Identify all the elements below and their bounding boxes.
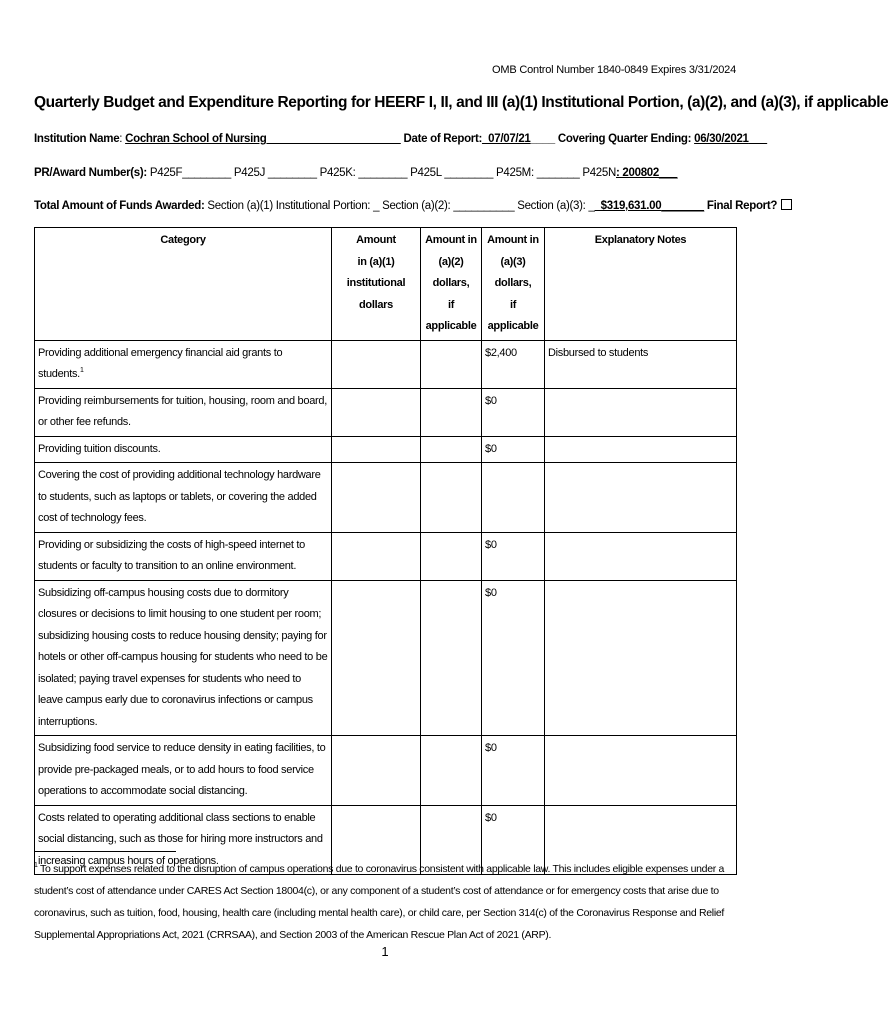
footnote-divider [34,851,176,852]
amount-a1-cell[interactable] [332,463,421,533]
amount-a2-cell[interactable] [421,463,482,533]
quarter-value: 06/30/2021 [694,133,749,145]
amount-a1-cell[interactable] [332,388,421,436]
amount-a2-cell[interactable] [421,532,482,580]
award-p425l: P425L ________ [410,167,494,179]
amount-a3-cell[interactable]: $0 [482,736,545,806]
amount-a2-cell[interactable] [421,436,482,463]
footnote-marker: 1 [79,367,84,374]
award-p425n-label: P425N [582,167,616,179]
amount-a1-cell[interactable] [332,436,421,463]
institution-label: Institution Name [34,133,120,145]
table-row [35,388,737,436]
notes-cell[interactable]: Disbursed to students [545,340,737,388]
notes-cell[interactable] [545,532,737,580]
amount-a2-cell[interactable] [421,580,482,736]
award-p425n-value: : 200802 [616,167,659,179]
notes-cell[interactable] [545,580,737,736]
quarter-label: Covering Quarter Ending: [557,133,692,145]
table-row [35,532,737,580]
amount-a3-cell[interactable]: $2,400 [482,340,545,388]
total-label: Total Amount of Funds Awarded: [34,200,205,212]
page-number: 1 [381,944,389,959]
amount-a2-cell[interactable] [421,736,482,806]
amount-a3-cell[interactable] [482,463,545,533]
date-label: Date of Report: [403,133,483,145]
table-row [35,463,737,533]
section-a1: Section (a)(1) Institutional Portion: _ [207,200,380,212]
notes-cell[interactable] [545,736,737,806]
notes-cell[interactable] [545,436,737,463]
table-row [35,736,737,806]
category-cell: Providing additional emergency financial aid grants to students.$^1$ [35,340,332,388]
table-header-row [35,228,737,341]
header-a2: Amount in (a)(2) dollars, if applicable [421,228,482,341]
category-cell: Providing tuition discounts. [35,436,332,463]
table-row [35,580,737,736]
category-cell: Covering the cost of providing additional technology hardware to students, such as laptops or tablets, or covering the added cost of technology fees. [35,463,332,533]
award-p425k: P425K: ________ [319,167,408,179]
header-a3: Amount in (a)(3) dollars, if applicable [482,228,545,341]
institution-name: Cochran School of Nursing [125,133,267,145]
institution-line: Institution Name: Cochran School of Nursing______________________ Date of Report:_07/07/21____ Covering Quarter Ending: 06/30/2021___ [34,133,767,145]
award-label: PR/Award Number(s): [34,167,147,179]
date-value: _07/07/21 [482,133,531,145]
award-numbers-line: PR/Award Number(s): P425F________ P425J ________ P425K: ________ P425L ________ P425M: _______ P425N: 200802___ [34,167,678,179]
category-cell: Subsidizing food service to reduce density in eating facilities, to provide pre-packaged meals, or to add hours to food service operations to accommodate social distancing. [35,736,332,806]
category-cell: Providing or subsidizing the costs of high-speed internet to students or faculty to transition to an online environment. [35,532,332,580]
footnote [34,858,740,946]
amount-a3-cell[interactable]: $0 [482,388,545,436]
award-p425f: P425F________ [149,167,232,179]
header-a1: Amount in (a)(1) institutional dollars [332,228,421,341]
amount-a3-cell[interactable]: $0 [482,532,545,580]
footnote-text: To support expenses related to the disruption of campus operations due to coronavirus consistent with applicable law. This includes eligible expenses under a student’s cost of attendance under CARES Act Section 18004(c), or any component of a student’s cost of attendance or for emergency costs that arise due to coronavirus, such as tuition, food, housing, health care (including mental health care), or child care, per Section 314(c) of the Coronavirus Response and Relief Supplemental Appropriations Act, 2021 (CRRSAA), and Section 2003 of the American Rescue Plan Act of 2021 (ARP). [34,863,725,941]
footnote-number: 1 [34,862,38,869]
section-a3-label: Section (a)(3): _ [517,200,595,212]
final-report-checkbox[interactable] [781,199,792,210]
header-notes: Explanatory Notes [545,228,737,341]
amount-a1-cell[interactable] [332,736,421,806]
amount-a3-cell[interactable]: $0 [482,580,545,736]
table-row [35,340,737,388]
category-cell: Costs related to operating additional class sections to enable social distancing, such as those for hiring more instructors and increasing campus hours of operations. [35,805,332,875]
amount-a1-cell[interactable] [332,580,421,736]
amount-a2-cell[interactable] [421,388,482,436]
section-a2: Section (a)(2): __________ [382,200,515,212]
category-cell: Subsidizing off-campus housing costs due to dormitory closures or decisions to limit housing to one student per room; subsidizing housing costs to reduce housing density; paying for hotels or other off-campus housing for students who need to be isolated; paying travel expenses for students who need to leave campus early due to coronavirus infections or campus interruptions. [35,580,332,736]
total-funds-line: Total Amount of Funds Awarded: Section (a)(1) Institutional Portion: _ Section (a)(2): __________ Section (a)(3): __$319,631.00_______ Final Report? [34,199,792,212]
report-title: Quarterly Budget and Expenditure Reporting for HEERF I, II, and III (a)(1) Institutional Portion, (a)(2), and (a)(3), if applicable [34,94,888,111]
award-p425m: P425M: _______ [496,167,580,179]
amount-a1-cell[interactable] [332,532,421,580]
header-category: Category [35,228,332,341]
amount-a2-cell[interactable] [421,340,482,388]
table-row [35,436,737,463]
amount-a1-cell[interactable] [332,340,421,388]
award-p425j: P425J ________ [233,167,317,179]
amount-a3-cell[interactable]: $0 [482,805,545,875]
final-report-label: Final Report? [706,200,778,212]
notes-cell[interactable] [545,463,737,533]
omb-control-number: OMB Control Number 1840-0849 Expires 3/31/2024 [492,64,736,76]
section-a3-value: _$319,631.00 [594,200,662,212]
category-cell: Providing reimbursements for tuition, housing, room and board, or other fee refunds. [35,388,332,436]
expenditure-table [34,227,737,875]
notes-cell[interactable] [545,388,737,436]
amount-a3-cell[interactable]: $0 [482,436,545,463]
